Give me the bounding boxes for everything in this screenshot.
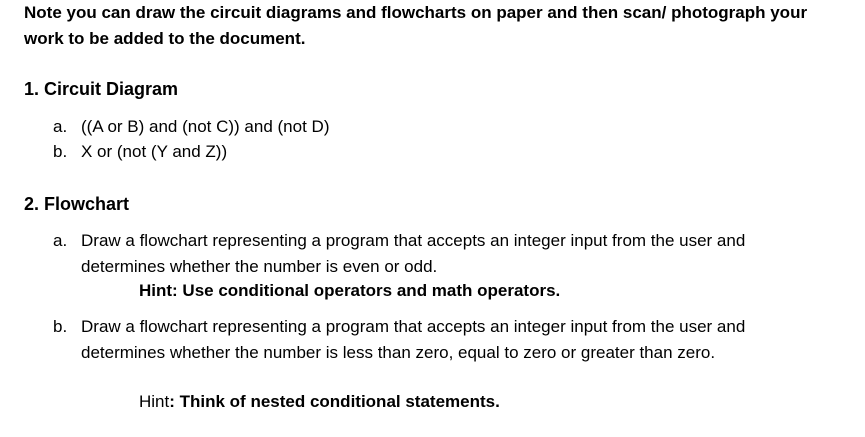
section-heading-circuit-diagram: 1. Circuit Diagram [24,79,179,99]
section-heading-flowchart: 2. Flowchart [24,194,130,214]
circuit-expression: ((A or B) and (not C)) and (not D) [81,117,330,136]
hint-body: : Think of nested conditional statements. [169,392,500,411]
hint-text [139,391,500,413]
flowchart-task-text: Draw a flowchart representing a program that accepts an integer input from the user and determines whether the number is even or odd. [81,231,746,276]
instruction-note: Note you can draw the circuit diagrams and flowcharts on paper and then scan/ photograph your work to be added to the document. [24,3,808,48]
hint-label: Hint [139,392,170,411]
hint-text: Hint: Use conditional operators and math operators. [139,281,561,300]
list-marker: a. [53,117,68,136]
flowchart-task-text: Draw a flowchart representing a program that accepts an integer input from the user and determines whether the number is less than zero, equal to zero or greater than zero. [81,317,746,362]
list-marker: b. [53,142,68,161]
list-marker: b. [53,317,68,336]
list-marker: a. [53,231,68,250]
circuit-expression: X or (not (Y and Z)) [81,142,228,161]
